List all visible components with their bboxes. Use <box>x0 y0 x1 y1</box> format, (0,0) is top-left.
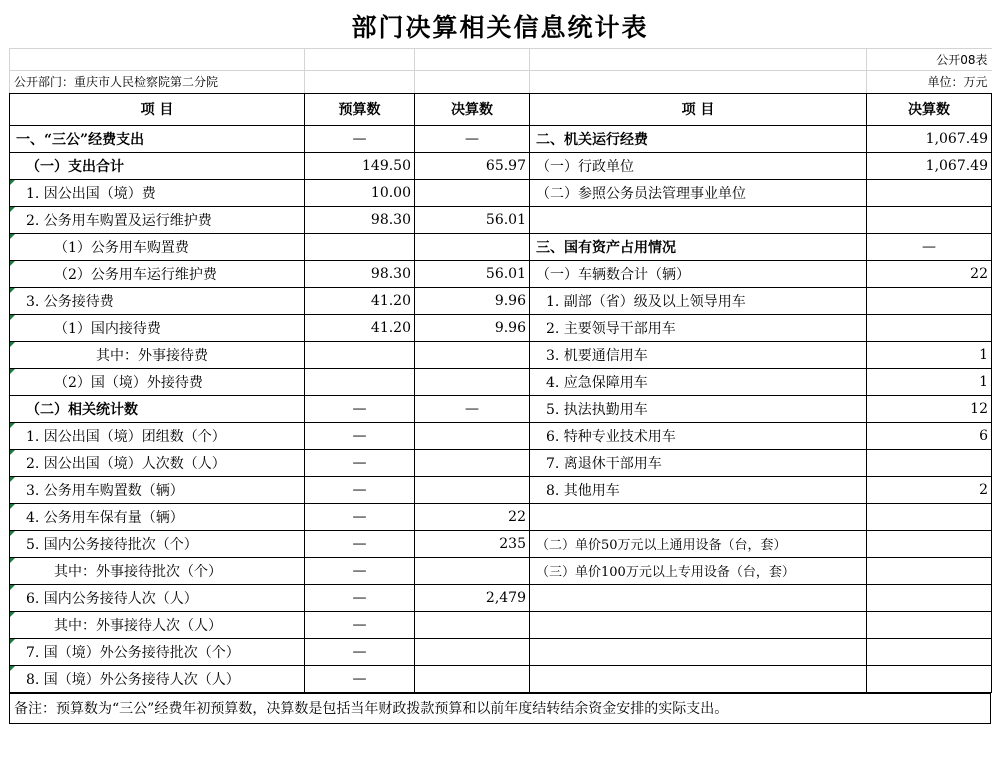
table-row <box>10 530 992 557</box>
row-budget-value: 10.00 <box>305 179 415 206</box>
row-final-value-right: 1,067.49 <box>867 125 992 152</box>
row-item-left: 7. 国（境）外公务接待批次（个） <box>10 638 305 665</box>
row-item-right: 5. 执法执勤用车 <box>530 395 867 422</box>
table-row <box>10 125 992 152</box>
header-item-right: 项 目 <box>530 93 867 125</box>
row-item-right: 7. 离退休干部用车 <box>530 449 867 476</box>
table-row <box>10 557 992 584</box>
row-final-value-left <box>415 449 530 476</box>
row-final-value-left <box>415 179 530 206</box>
row-final-value-right: 22 <box>867 260 992 287</box>
row-item-left: （1）国内接待费 <box>10 314 305 341</box>
row-budget-value: — <box>305 395 415 422</box>
table-row <box>10 503 992 530</box>
row-budget-value: — <box>305 476 415 503</box>
form-code: 公开08表 <box>867 49 992 71</box>
row-final-value-right: 2 <box>867 476 992 503</box>
table-row <box>10 287 992 314</box>
row-final-value-left: — <box>415 395 530 422</box>
row-item-right: （一）车辆数合计（辆） <box>530 260 867 287</box>
row-final-value-left <box>415 611 530 638</box>
row-final-value-left: 56.01 <box>415 260 530 287</box>
table-row <box>10 422 992 449</box>
row-item-left: 1. 因公出国（境）费 <box>10 179 305 206</box>
row-final-value-left <box>415 341 530 368</box>
row-item-left: 4. 公务用车保有量（辆） <box>10 503 305 530</box>
row-item-right: （三）单价100万元以上专用设备（台，套） <box>530 557 867 584</box>
row-final-value-left: 56.01 <box>415 206 530 233</box>
row-budget-value <box>305 368 415 395</box>
report-meta <box>9 48 992 93</box>
row-item-left: 其中：外事接待人次（人） <box>10 611 305 638</box>
row-final-value-left <box>415 638 530 665</box>
row-final-value-right: 6 <box>867 422 992 449</box>
row-final-value-right <box>867 530 992 557</box>
row-budget-value: — <box>305 638 415 665</box>
row-budget-value <box>305 341 415 368</box>
report-title: 部门决算相关信息统计表 <box>351 13 649 42</box>
table-row <box>10 476 992 503</box>
row-final-value-right <box>867 557 992 584</box>
row-final-value-right: 1,067.49 <box>867 152 992 179</box>
row-budget-value: — <box>305 125 415 152</box>
row-final-value-right: 12 <box>867 395 992 422</box>
row-item-left: （二）相关统计数 <box>10 395 305 422</box>
table-row <box>10 179 992 206</box>
row-item-right: 二、机关运行经费 <box>530 125 867 152</box>
row-item-right <box>530 206 867 233</box>
row-budget-value: — <box>305 611 415 638</box>
row-budget-value: 149.50 <box>305 152 415 179</box>
row-final-value-right <box>867 287 992 314</box>
row-final-value-left <box>415 422 530 449</box>
table-header-row <box>10 93 992 125</box>
row-item-right <box>530 503 867 530</box>
row-budget-value: — <box>305 584 415 611</box>
table-row <box>10 314 992 341</box>
table-row <box>10 341 992 368</box>
row-item-left: 8. 国（境）外公务接待人次（人） <box>10 665 305 692</box>
table-row <box>10 611 992 638</box>
table-row <box>10 233 992 260</box>
header-final-left: 决算数 <box>415 93 530 125</box>
row-final-value-left: 2,479 <box>415 584 530 611</box>
row-final-value-right <box>867 449 992 476</box>
department-label: 公开部门：重庆市人民检察院第二分院 <box>10 71 305 93</box>
row-item-left: （2）国（境）外接待费 <box>10 368 305 395</box>
statistics-table <box>9 93 992 693</box>
row-final-value-left: 22 <box>415 503 530 530</box>
row-item-right: 2. 主要领导干部用车 <box>530 314 867 341</box>
row-budget-value: 41.20 <box>305 314 415 341</box>
row-budget-value: — <box>305 530 415 557</box>
row-final-value-right <box>867 665 992 692</box>
row-item-left: （2）公务用车运行维护费 <box>10 260 305 287</box>
header-budget: 预算数 <box>305 93 415 125</box>
row-item-left: 1. 因公出国（境）团组数（个） <box>10 422 305 449</box>
table-row <box>10 584 992 611</box>
table-row <box>10 206 992 233</box>
row-budget-value: — <box>305 665 415 692</box>
row-item-right: （二）参照公务员法管理事业单位 <box>530 179 867 206</box>
table-row <box>10 152 992 179</box>
row-final-value-left <box>415 665 530 692</box>
header-item-left: 项 目 <box>10 93 305 125</box>
row-final-value-right <box>867 314 992 341</box>
row-item-left: 一、“三公”经费支出 <box>10 125 305 152</box>
row-final-value-left: 65.97 <box>415 152 530 179</box>
row-item-right <box>530 611 867 638</box>
row-final-value-left <box>415 557 530 584</box>
row-final-value-right <box>867 206 992 233</box>
table-body <box>10 125 992 692</box>
row-item-right: 1. 副部（省）级及以上领导用车 <box>530 287 867 314</box>
row-item-left: 2. 因公出国（境）人次数（人） <box>10 449 305 476</box>
row-item-right: 8. 其他用车 <box>530 476 867 503</box>
row-budget-value: — <box>305 557 415 584</box>
row-budget-value: — <box>305 503 415 530</box>
row-item-right: （一）行政单位 <box>530 152 867 179</box>
row-final-value-left: — <box>415 125 530 152</box>
table-row <box>10 260 992 287</box>
row-item-left: 其中：外事接待费 <box>10 341 305 368</box>
table-row <box>10 638 992 665</box>
row-item-left: 6. 国内公务接待人次（人） <box>10 584 305 611</box>
note-table <box>9 693 991 724</box>
row-item-right <box>530 665 867 692</box>
row-final-value-left <box>415 233 530 260</box>
row-final-value-right <box>867 638 992 665</box>
row-final-value-left <box>415 476 530 503</box>
row-final-value-left <box>415 368 530 395</box>
row-final-value-left: 9.96 <box>415 287 530 314</box>
row-item-right <box>530 638 867 665</box>
row-item-left: 2. 公务用车购置及运行维护费 <box>10 206 305 233</box>
row-final-value-left: 235 <box>415 530 530 557</box>
row-budget-value: — <box>305 449 415 476</box>
row-item-right: （二）单价50万元以上通用设备（台，套） <box>530 530 867 557</box>
row-budget-value: — <box>305 422 415 449</box>
row-final-value-right <box>867 503 992 530</box>
row-budget-value: 98.30 <box>305 260 415 287</box>
row-item-left: （1）公务用车购置费 <box>10 233 305 260</box>
row-final-value-right <box>867 179 992 206</box>
table-row <box>10 368 992 395</box>
row-final-value-right: 1 <box>867 368 992 395</box>
row-item-left: 其中：外事接待批次（个） <box>10 557 305 584</box>
row-item-left: 3. 公务用车购置数（辆） <box>10 476 305 503</box>
row-budget-value: 98.30 <box>305 206 415 233</box>
row-item-right: 6. 特种专业技术用车 <box>530 422 867 449</box>
row-item-left: 3. 公务接待费 <box>10 287 305 314</box>
row-final-value-right: — <box>867 233 992 260</box>
footnote: 备注：预算数为“三公”经费年初预算数，决算数是包括当年财政拨款预算和以前年度结转结余资金安排的实际支出。 <box>10 693 991 723</box>
row-final-value-right <box>867 611 992 638</box>
row-final-value-right: 1 <box>867 341 992 368</box>
row-item-left: 5. 国内公务接待批次（个） <box>10 530 305 557</box>
row-final-value-right <box>867 584 992 611</box>
row-item-right: 三、国有资产占用情况 <box>530 233 867 260</box>
header-final-right: 决算数 <box>867 93 992 125</box>
row-budget-value <box>305 233 415 260</box>
unit-label: 单位：万元 <box>867 71 992 93</box>
row-item-right <box>530 584 867 611</box>
row-item-right: 3. 机要通信用车 <box>530 341 867 368</box>
report-sheet <box>9 8 991 724</box>
row-budget-value: 41.20 <box>305 287 415 314</box>
row-item-right: 4. 应急保障用车 <box>530 368 867 395</box>
table-row <box>10 449 992 476</box>
row-item-left: （一）支出合计 <box>10 152 305 179</box>
row-final-value-left: 9.96 <box>415 314 530 341</box>
table-row <box>10 395 992 422</box>
table-row <box>10 665 992 692</box>
